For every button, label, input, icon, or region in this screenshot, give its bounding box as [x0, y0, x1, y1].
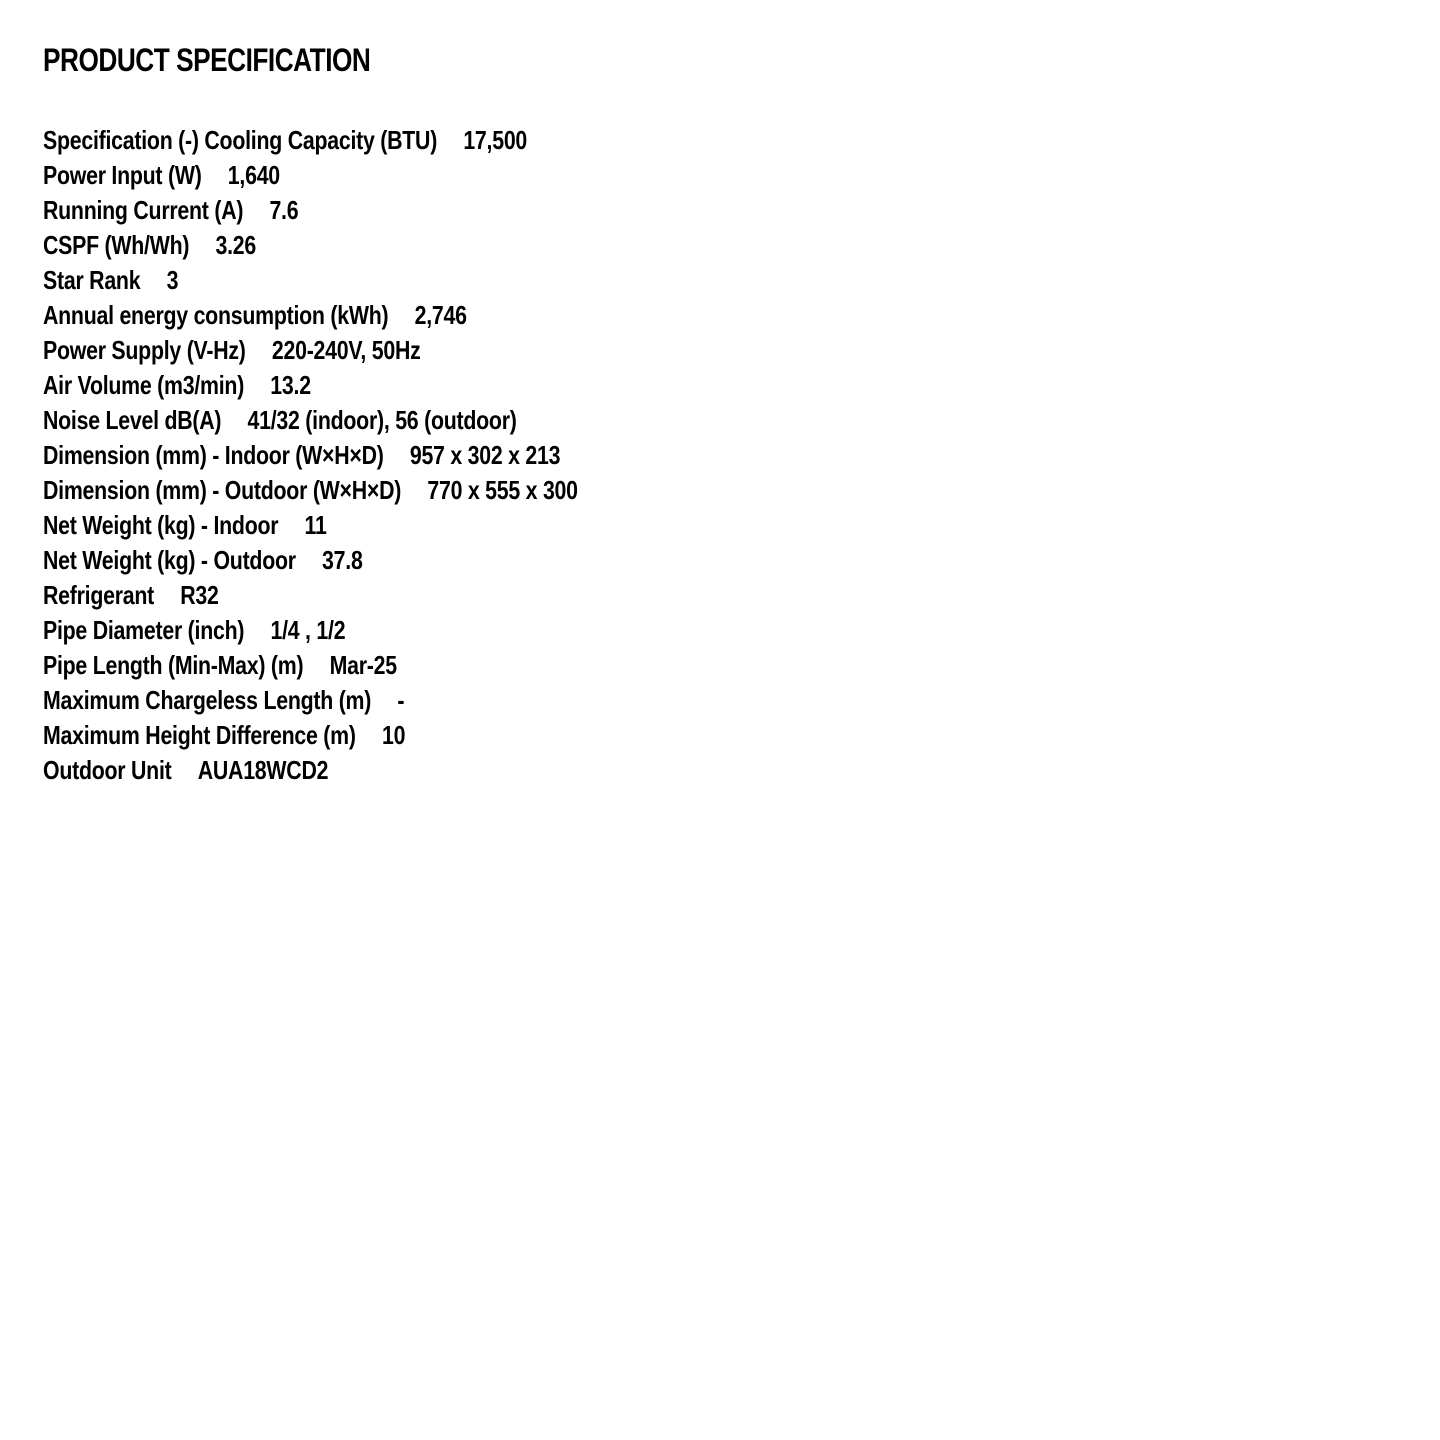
- spec-value: 957 x 302 x 213: [409, 440, 561, 470]
- spec-label: Pipe Length (Min-Max) (m): [43, 650, 304, 680]
- spec-row-refrigerant: [43, 578, 1189, 613]
- spec-label: Net Weight (kg) - Indoor: [43, 510, 279, 540]
- spec-row-outdoor-unit: [43, 753, 1189, 788]
- spec-label: Air Volume (m3/min): [43, 370, 245, 400]
- spec-row-dimension-indoor: [43, 438, 1189, 473]
- spec-value: 1/4 , 1/2: [270, 615, 346, 645]
- spec-row-star-rank: [43, 263, 1189, 298]
- spec-label: Pipe Diameter (inch): [43, 615, 245, 645]
- page-title: PRODUCT SPECIFICATION: [43, 42, 371, 78]
- spec-row-pipe-diameter: [43, 613, 1189, 648]
- spec-value: Mar-25: [329, 650, 397, 680]
- spec-label: Noise Level dB(A): [43, 405, 222, 435]
- spec-value: 10: [381, 720, 406, 750]
- spec-row-power-supply: [43, 333, 1189, 368]
- spec-value: -: [397, 685, 405, 715]
- spec-row-running-current: [43, 193, 1189, 228]
- spec-value: 220-240V, 50Hz: [271, 335, 421, 365]
- spec-value: 11: [304, 510, 327, 540]
- spec-label: Annual energy consumption (kWh): [43, 300, 389, 330]
- spec-row-max-chargeless-length: [43, 683, 1189, 718]
- spec-value: 3.26: [215, 230, 257, 260]
- spec-value: AUA18WCD2: [197, 755, 329, 785]
- spec-row-cspf: [43, 228, 1189, 263]
- spec-label: Outdoor Unit: [43, 755, 172, 785]
- spec-value: 37.8: [322, 545, 363, 575]
- spec-value: 2,746: [414, 300, 467, 330]
- spec-label: Maximum Chargeless Length (m): [43, 685, 372, 715]
- spec-label: Maximum Height Difference (m): [43, 720, 356, 750]
- spec-label: Power Supply (V-Hz): [43, 335, 246, 365]
- spec-list: [43, 123, 1440, 788]
- spec-label: Running Current (A): [43, 195, 244, 225]
- spec-value: 41/32 (indoor), 56 (outdoor): [247, 405, 517, 435]
- spec-row-noise-level: [43, 403, 1189, 438]
- spec-row-pipe-length: [43, 648, 1189, 683]
- spec-label: Dimension (mm) - Outdoor (W×H×D): [43, 475, 402, 505]
- spec-label: Net Weight (kg) - Outdoor: [43, 545, 296, 575]
- spec-value: 3: [166, 265, 179, 295]
- spec-row-max-height-difference: [43, 718, 1189, 753]
- spec-value: 7.6: [269, 195, 299, 225]
- spec-row-weight-outdoor: [43, 543, 1189, 578]
- spec-value: R32: [180, 580, 219, 610]
- spec-value: 770 x 555 x 300: [427, 475, 578, 505]
- spec-row-power-input: [43, 158, 1189, 193]
- spec-label: Specification (-) Cooling Capacity (BTU): [43, 125, 438, 155]
- spec-row-cooling-capacity: [43, 123, 1189, 158]
- spec-label: Star Rank: [43, 265, 141, 295]
- spec-label: Power Input (W): [43, 160, 202, 190]
- spec-value: 17,500: [463, 125, 528, 155]
- spec-label: Refrigerant: [43, 580, 155, 610]
- spec-value: 1,640: [227, 160, 280, 190]
- spec-row-annual-energy: [43, 298, 1189, 333]
- spec-label: CSPF (Wh/Wh): [43, 230, 190, 260]
- spec-value: 13.2: [270, 370, 311, 400]
- spec-row-dimension-outdoor: [43, 473, 1189, 508]
- spec-row-weight-indoor: [43, 508, 1189, 543]
- spec-label: Dimension (mm) - Indoor (W×H×D): [43, 440, 384, 470]
- spec-row-air-volume: [43, 368, 1189, 403]
